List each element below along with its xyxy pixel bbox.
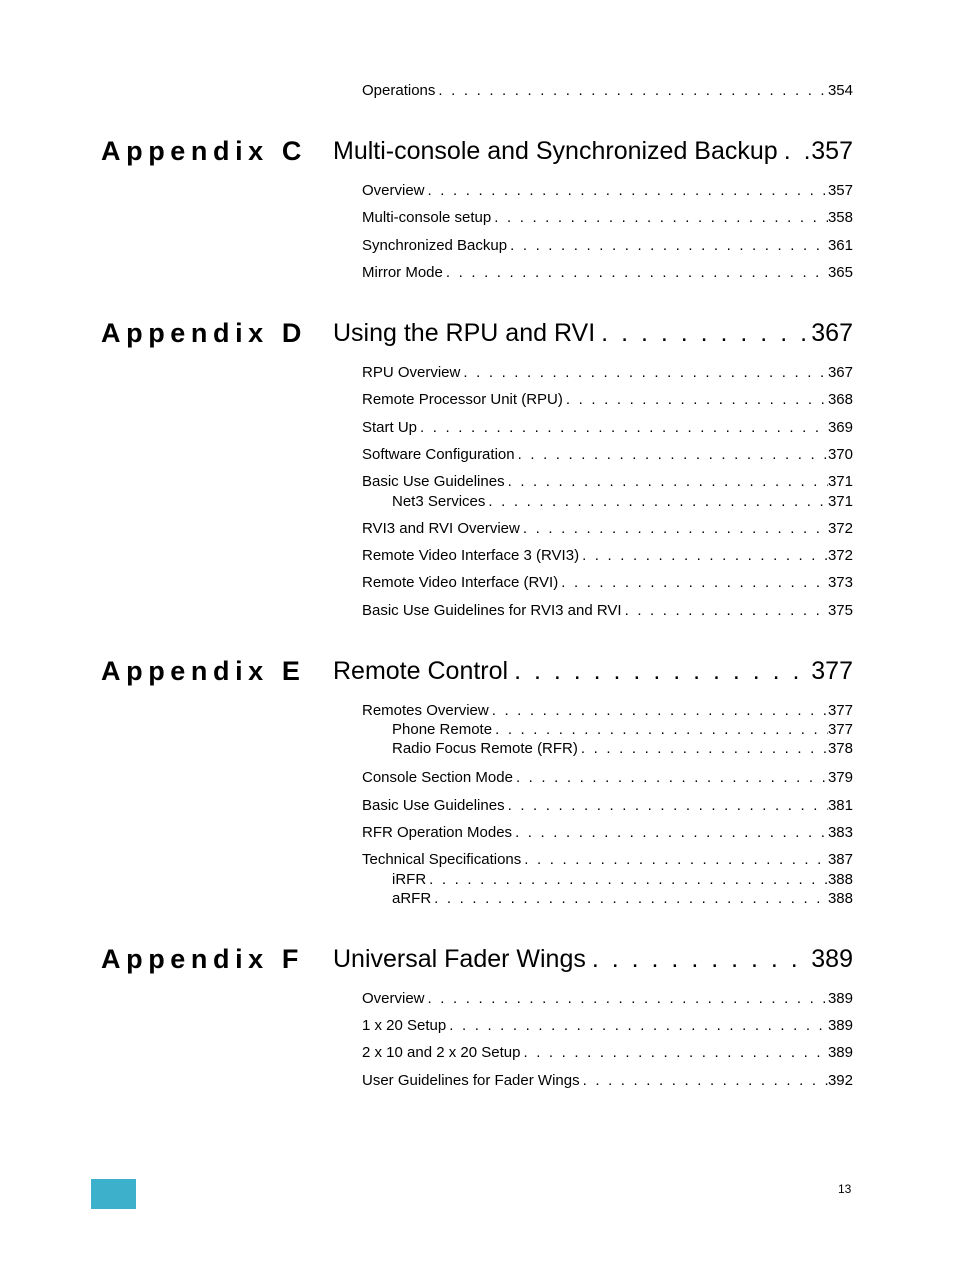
toc-entry[interactable] [362,364,853,382]
entry-title: Basic Use Guidelines [362,473,505,490]
entry-title: Remote Video Interface (RVI) [362,574,559,591]
toc-entry[interactable] [362,1044,853,1062]
dot-leader [515,446,828,464]
entry-title: Start Up [362,419,418,436]
toc-entry[interactable] [362,446,853,464]
appendix-c-label: Appendix C [101,136,308,166]
toc-entry[interactable] [362,851,853,869]
entry-title: Radio Focus Remote (RFR) [392,740,578,757]
toc-entry[interactable] [362,237,853,255]
dot-leader [778,136,812,166]
entry-title: Remotes Overview [362,702,489,719]
entry-page: 370 [827,446,853,463]
appendix-e-label: Appendix E [101,656,306,686]
toc-entry[interactable] [362,702,853,720]
dot-leader [491,209,828,227]
entry-page: 388 [827,871,853,888]
entry-title: Net3 Services [392,493,486,510]
appendix-page: 377 [811,657,853,685]
toc-subentry[interactable] [392,493,853,511]
entry-page: 361 [827,237,853,254]
appendix-d-title[interactable] [333,318,853,348]
entry-title: Basic Use Guidelines [362,797,505,814]
dot-leader [489,702,828,720]
toc-entry[interactable] [362,797,853,815]
toc-subentry[interactable] [392,890,853,908]
entry-title: 2 x 10 and 2 x 20 Setup [362,1044,521,1061]
entry-page: 354 [827,82,853,99]
entry-page: 371 [827,473,853,490]
appendix-c-title[interactable] [333,136,853,166]
dot-leader [508,656,811,686]
entry-page: 389 [827,1017,853,1034]
entry-page: 387 [827,851,853,868]
dot-leader [595,318,811,348]
entry-title: Operations [362,82,436,99]
entry-title: Software Configuration [362,446,515,463]
dot-leader [435,82,828,100]
entry-page: 365 [827,264,853,281]
dot-leader [563,391,828,409]
appendix-title-text: Remote Control [333,657,509,685]
toc-entry[interactable] [362,419,853,437]
toc-entry[interactable] [362,547,853,565]
entry-title: aRFR [392,890,432,907]
dot-leader [425,182,828,200]
toc-entry[interactable] [362,769,853,787]
toc-entry[interactable] [362,209,853,227]
appendix-f-title[interactable] [333,944,853,974]
dot-leader [417,419,828,437]
entry-page: 379 [827,769,853,786]
appendix-title-text: Universal Fader Wings [333,945,586,973]
entry-page: 375 [827,602,853,619]
dot-leader [443,264,828,282]
entry-page: 372 [827,520,853,537]
toc-entry[interactable] [362,990,853,1008]
entry-page: 371 [827,493,853,510]
dot-leader [492,721,828,739]
entry-title: Technical Specifications [362,851,522,868]
entry-page: 377 [827,702,853,719]
dot-leader [460,364,828,382]
entry-page: 373 [827,574,853,591]
appendix-f-label: Appendix F [101,944,304,974]
entry-page: 368 [827,391,853,408]
entry-page: 378 [827,740,853,757]
toc-subentry[interactable] [392,721,853,739]
entry-page: 372 [827,547,853,564]
toc-entry[interactable] [362,1072,853,1090]
entry-page: 367 [827,364,853,381]
appendix-title-text: Using the RPU and RVI [333,319,596,347]
toc-entry[interactable] [362,391,853,409]
dot-leader [622,602,828,620]
entry-page: 388 [827,890,853,907]
toc-subentry[interactable] [392,740,853,758]
appendix-page: 367 [811,319,853,347]
dot-leader [520,1044,828,1062]
entry-title: Console Section Mode [362,769,513,786]
entry-title: RFR Operation Modes [362,824,513,841]
entry-page: 381 [827,797,853,814]
toc-entry[interactable] [362,574,853,592]
entry-title: iRFR [392,871,427,888]
toc-entry[interactable] [362,1017,853,1035]
entry-title: Overview [362,182,425,199]
dot-leader [579,547,828,565]
dot-leader [431,890,828,908]
dot-leader [586,944,811,974]
dot-leader [512,824,828,842]
entry-title: Synchronized Backup [362,237,508,254]
dot-leader [578,740,828,758]
dot-leader [446,1017,828,1035]
page-number: 13 [838,1182,852,1196]
dot-leader [507,237,828,255]
toc-entry-operations[interactable] [362,82,853,100]
entry-title: Multi-console setup [362,209,492,226]
entry-title: Remote Processor Unit (RPU) [362,391,563,408]
entry-title: Overview [362,990,425,1007]
entry-page: 369 [827,419,853,436]
dot-leader [520,520,828,538]
dot-leader [425,990,828,1008]
dot-leader [521,851,828,869]
entry-title: 1 x 20 Setup [362,1017,447,1034]
entry-title: RVI3 and RVI Overview [362,520,520,537]
appendix-page: 357 [811,137,853,165]
entry-title: Mirror Mode [362,264,443,281]
dot-leader [505,797,828,815]
toc-subentry[interactable] [392,871,853,889]
appendix-page: 389 [811,945,853,973]
toc-entry[interactable] [362,520,853,538]
entry-page: 377 [827,721,853,738]
appendix-title-text: Multi-console and Synchronized Backup [333,137,778,165]
toc-entry[interactable] [362,602,853,620]
chapter-tab-block [91,1179,136,1209]
appendix-d-label: Appendix D [101,318,308,348]
toc-entry[interactable] [362,824,853,842]
entry-title: User Guidelines for Fader Wings [362,1072,580,1089]
entry-page: 357 [827,182,853,199]
entry-page: 389 [827,990,853,1007]
entry-title: RPU Overview [362,364,461,381]
entry-page: 383 [827,824,853,841]
entry-page: 358 [827,209,853,226]
entry-page: 392 [827,1072,853,1089]
dot-leader [558,574,828,592]
entry-page: 389 [827,1044,853,1061]
toc-entry[interactable] [362,473,853,491]
entry-title: Remote Video Interface 3 (RVI3) [362,547,580,564]
dot-leader [513,769,828,787]
dot-leader [580,1072,828,1090]
toc-entry[interactable] [362,182,853,200]
dot-leader [426,871,828,889]
entry-title: Basic Use Guidelines for RVI3 and RVI [362,602,622,619]
entry-title: Phone Remote [392,721,493,738]
toc-entry[interactable] [362,264,853,282]
dot-leader [505,473,828,491]
appendix-e-title[interactable] [333,656,853,686]
dot-leader [485,493,828,511]
